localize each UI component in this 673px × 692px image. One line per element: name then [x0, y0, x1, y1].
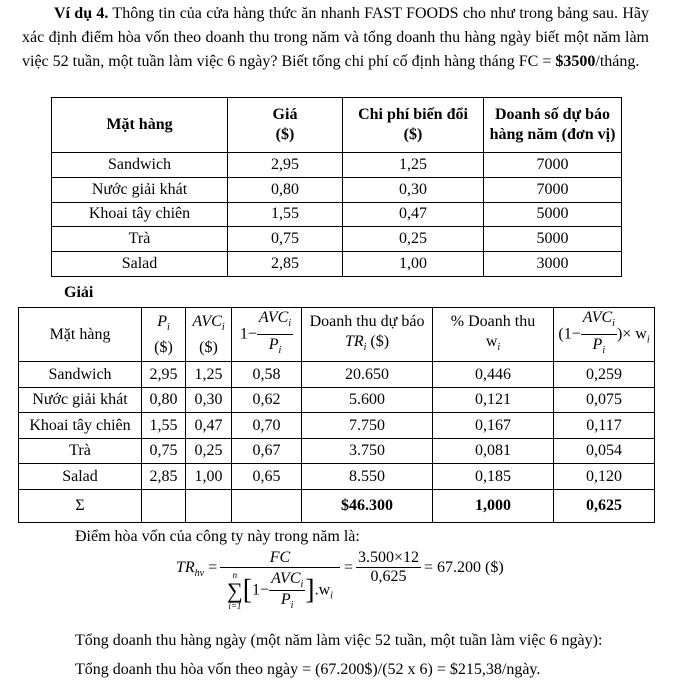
- table-cell: 2,95: [228, 153, 343, 178]
- table-cell: 8.550: [302, 464, 433, 490]
- problem-statement: [22, 2, 649, 74]
- table-cell: 0,185: [433, 464, 554, 490]
- header-revenue-share: % Doanh thu $w_i$: [433, 308, 554, 362]
- table-cell: 0,081: [433, 438, 554, 464]
- table-cell: Trà: [19, 438, 142, 464]
- header-item: Mặt hàng: [52, 98, 228, 153]
- table-cell: Salad: [52, 252, 228, 277]
- table-cell: Trà: [52, 227, 228, 252]
- daily-revenue-intro: Tổng doanh thu hàng ngày (một năm làm việc 52 tuần, một tuần làm việc 6 ngày):: [75, 632, 603, 649]
- table-cell: 0,121: [433, 387, 554, 413]
- table-cell: 0,75: [142, 438, 186, 464]
- table-cell: Khoai tây chiên: [19, 413, 142, 439]
- table-cell: 0,75: [228, 227, 343, 252]
- table-cell: 0,446: [433, 362, 554, 388]
- breakeven-result: = 67.200 ($): [424, 559, 504, 576]
- denominator: 0,625: [370, 568, 407, 585]
- table-row: [19, 387, 655, 413]
- sum-cell: $46.300: [302, 489, 433, 522]
- header-variable-cost: Chi phí biến đổi ($): [343, 98, 484, 153]
- table-cell: 1,25: [186, 362, 232, 388]
- table-cell: 0,117: [554, 413, 655, 439]
- table-cell: 0,80: [142, 387, 186, 413]
- table-cell: 0,80: [228, 177, 343, 202]
- table-cell: 5000: [484, 227, 622, 252]
- table-cell: 20.650: [302, 362, 433, 388]
- breakeven-formula: $TR_{hv}$ = FC n ∑ i=1[1− $\frac{AVC_i}{P_i}$ ]$.w_i$ = $\frac{3.500\times 12}{0,625}$ = 67.200 ($): [176, 549, 504, 612]
- header-forecast-sales: Doanh số dự báo hàng năm (đơn vị): [484, 98, 622, 153]
- table-cell: 0,62: [232, 387, 302, 413]
- table-cell: 3.750: [302, 438, 433, 464]
- fc-value: $3500: [555, 53, 596, 70]
- table-cell: 1,55: [142, 413, 186, 439]
- problem-text: Thông tin của cửa hàng thức ăn nhanh FAST FOODS cho như trong bảng sau. Hãy xác định điểm hòa vốn theo doanh thu trong năm và tổng doanh thu hàng ngày biết một năm làm việc 52 tuần, một tuần làm việc 6 ngày? Biết tổng chi phí cố định hàng tháng FC =: [22, 5, 649, 70]
- table-cell: 0,47: [186, 413, 232, 439]
- table-cell: 0,054: [554, 438, 655, 464]
- numerator: 3.500×12: [358, 549, 420, 566]
- sum-cell: Σ: [19, 489, 142, 522]
- header-avc: $AVC_i$ ($): [186, 308, 232, 362]
- table-cell: 0,67: [232, 438, 302, 464]
- sum-cell: [142, 489, 186, 522]
- table-cell: 0,259: [554, 362, 655, 388]
- table-cell: 5.600: [302, 387, 433, 413]
- breakeven-calc-table: [18, 307, 655, 523]
- daily-breakeven-result: Tổng doanh thu hòa vốn theo ngày = (67.200$)/(52 x 6) = $215,38/ngày.: [75, 661, 541, 678]
- table-row: [19, 413, 655, 439]
- table-cell: 1,25: [343, 153, 484, 178]
- table-cell: 0,70: [232, 413, 302, 439]
- sum-cell: 1,000: [433, 489, 554, 522]
- header-ratio: 1− $\frac{AVC_i}{P_i}$: [232, 308, 302, 362]
- table-cell: 2,85: [228, 252, 343, 277]
- product-info-table: [51, 97, 622, 277]
- table-cell: 2,85: [142, 464, 186, 490]
- header-item: Mặt hàng: [19, 308, 142, 362]
- table-cell: 0,47: [343, 202, 484, 227]
- table-cell: 0,58: [232, 362, 302, 388]
- table-row: [52, 227, 622, 252]
- table-row: [19, 438, 655, 464]
- table-cell: 1,55: [228, 202, 343, 227]
- table-row: [52, 202, 622, 227]
- table-cell: Sandwich: [52, 153, 228, 178]
- sum-cell: 0,625: [554, 489, 655, 522]
- table-cell: 7.750: [302, 413, 433, 439]
- table-row: [52, 177, 622, 202]
- table-cell: 3000: [484, 252, 622, 277]
- fc-symbol: FC: [269, 549, 291, 566]
- table-cell: Salad: [19, 464, 142, 490]
- sum-cell: [232, 489, 302, 522]
- sigma-symbol: ∑: [227, 577, 243, 603]
- table-cell: Nước giải khát: [19, 387, 142, 413]
- table-cell: 0,25: [343, 227, 484, 252]
- table-row: [19, 464, 655, 490]
- table-header-row: [52, 98, 622, 153]
- table-cell: Sandwich: [19, 362, 142, 388]
- table-cell: Khoai tây chiên: [52, 202, 228, 227]
- fc-suffix: /tháng.: [595, 53, 640, 70]
- sum-row: [19, 489, 655, 522]
- table-cell: 0,30: [343, 177, 484, 202]
- table-cell: 0,65: [232, 464, 302, 490]
- table-row: [52, 153, 622, 178]
- header-weighted-ratio: (1− $\frac{AVC_i}{P_i}$ )× $w_i$: [554, 308, 655, 362]
- header-price: Giá ($): [228, 98, 343, 153]
- table-cell: 1,00: [186, 464, 232, 490]
- table-cell: 0,167: [433, 413, 554, 439]
- table-cell: 0,075: [554, 387, 655, 413]
- breakeven-intro: Điểm hòa vốn của công ty này trong năm là:: [75, 528, 360, 545]
- table-cell: 0,25: [186, 438, 232, 464]
- table-cell: 1,00: [343, 252, 484, 277]
- sum-cell: [186, 489, 232, 522]
- solution-label: Giải: [64, 284, 94, 301]
- table-header-row: [19, 308, 655, 362]
- example-heading: Ví dụ 4.: [54, 5, 109, 22]
- table-cell: Nước giải khát: [52, 177, 228, 202]
- table-cell: 0,30: [186, 387, 232, 413]
- table-cell: 5000: [484, 202, 622, 227]
- table-cell: 7000: [484, 153, 622, 178]
- table-row: [52, 252, 622, 277]
- table-cell: 0,120: [554, 464, 655, 490]
- table-cell: 2,95: [142, 362, 186, 388]
- header-price: $P_i$ ($): [142, 308, 186, 362]
- table-cell: 7000: [484, 177, 622, 202]
- table-row: [19, 362, 655, 388]
- header-forecast-revenue: Doanh thu dự báo $TR_i$ ($): [302, 308, 433, 362]
- tr-symbol: TR: [176, 559, 195, 576]
